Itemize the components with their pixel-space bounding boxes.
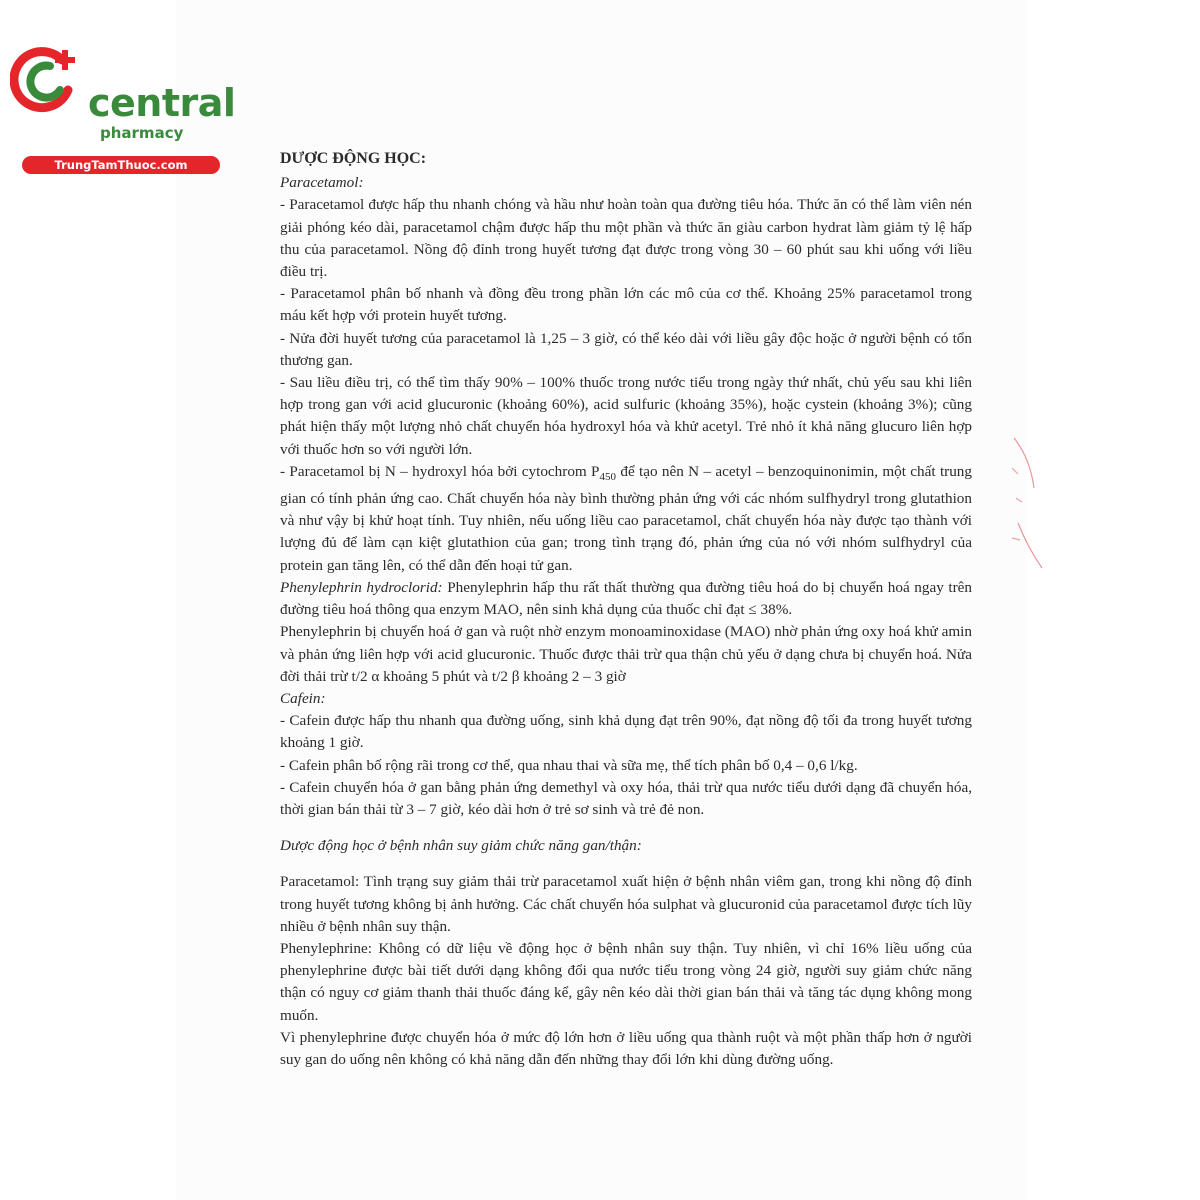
subheading-paracetamol: Paracetamol: [280, 174, 364, 192]
paragraph [280, 577, 972, 621]
paragraph [280, 461, 972, 577]
paragraph: - Paracetamol được hấp thu nhanh chóng và hầu như hoàn toàn qua đường tiêu hóa. Thức ăn có thể làm viên nén giải phóng kéo dài, paracetamol chậm được hấp thu một phần và thức ăn giàu carbon hydrat làm giảm tỷ lệ hấp thu của paracetamol. Nồng độ đỉnh trong huyết tương đạt được trong vòng 30 – 60 phút sau khi uống với liều điều trị. [280, 196, 972, 281]
subheading-impairment: Dược động học ở bệnh nhân suy giảm chức năng gan/thận: [280, 837, 642, 855]
paragraph: - Sau liều điều trị, có thể tìm thấy 90% – 100% thuốc trong nước tiểu trong ngày thứ nhất, chủ yếu sau khi liên hợp trong gan với acid glucuronic (khoảng 60%), acid sulfuric (khoảng 35%), hoặc cystein (khoảng 3%); cũng phát hiện thấy một lượng nhỏ chất chuyển hóa hydroxyl hóa và khử acetyl. Trẻ nhỏ ít khả năng glucuro liên hợp với thuốc hơn so với người lớn. [280, 374, 972, 458]
paragraph: Phenylephrine: Không có dữ liệu về động học ở bệnh nhân suy thận. Tuy nhiên, vì chỉ 16% liều uống của phenylephrine được bài tiết dưới dạng không đổi qua nước tiểu trong vòng 24 giờ, người suy giảm chức năng thận có nguy cơ giảm thanh thải thuốc đáng kể, gây nên kéo dài thời gian bán thải và tăng tác dụng không mong muốn. [280, 939, 972, 1024]
paragraph: - Paracetamol phân bố nhanh và đồng đều trong phần lớn các mô của cơ thể. Khoảng 25% paracetamol trong máu kết hợp với protein huyết tương. [280, 285, 972, 325]
subscript: 450 [599, 470, 617, 483]
text-run: Phenylephrin hấp thu rất thất thường qua đường tiêu hoá do bị chuyển hoá ngay trên đường tiêu hoá thông qua enzym MAO, nên sinh khả dụng của thuốc chỉ đạt ≤ 38%. [280, 578, 972, 619]
document-body [280, 148, 972, 1071]
phenylephrin-label: Phenylephrin hydroclorid: [280, 578, 443, 596]
paragraph: - Nửa đời huyết tương của paracetamol là 1,25 – 3 giờ, có thể kéo dài với liều gây độc hoặc ở người bệnh có tổn thương gan. [280, 329, 972, 369]
paragraph: - Cafein được hấp thu nhanh qua đường uống, sinh khả dụng đạt trên 90%, đạt nồng độ tối đa trong huyết tương khoảng 1 giờ. [280, 712, 972, 752]
logo-brand-sub: pharmacy [100, 124, 184, 142]
paragraph: Paracetamol: Tình trạng suy giảm thải trừ paracetamol xuất hiện ở bệnh nhân viêm gan, trong khi nồng độ đỉnh trong huyết tương không bị ảnh hưởng. Các chất chuyển hóa sulphat và glucuronid của paracetamol được tích lũy nhiều ở bệnh nhân suy thận. [280, 873, 972, 935]
pharmacy-cross-logo-icon [10, 38, 90, 118]
paragraph: Phenylephrin bị chuyển hoá ở gan và ruột nhờ enzym monoaminoxidase (MAO) nhờ phản ứng oxy hoá khử amin và phản ứng liên hợp với acid glucuronic. Thuốc được thải trừ qua thận chủ yếu ở dạng chưa bị chuyển hoá. Nửa đời thải trừ t/2 α khoảng 5 phút và t/2 β khoảng 2 – 3 giờ [280, 623, 972, 685]
text-run: - Paracetamol bị N – hydroxyl hóa bởi cytochrom P [280, 462, 600, 480]
text-run: để tạo nên N – acetyl – benzoquinonimin, một chất trung gian có tính phản ứng cao. Chất chuyển hóa này bình thường phản ứng với các nhóm sulfhydryl trong glutathion và như vậy bị khử hoạt tính. Tuy nhiên, nếu uống liều cao paracetamol, chất chuyển hóa này được tạo thành với lượng đủ để làm cạn kiệt glutathion của gan; trong tình trạng đó, phản ứng của nó với nhóm sulfhydryl của protein gan tăng lên, có thể dẫn đến hoại tử gan. [280, 462, 972, 574]
paragraph: Vì phenylephrine được chuyển hóa ở mức độ lớn hơn ở liều uống qua thành ruột và một phần thấp hơn ở người suy gan do uống nên không có khả năng dẫn đến những thay đổi lớn khi dùng đường uống. [280, 1028, 972, 1068]
section-heading: DƯỢC ĐỘNG HỌC: [280, 150, 427, 167]
logo-website: TrungTamThuoc.com [22, 156, 220, 174]
paragraph: - Cafein phân bố rộng rãi trong cơ thể, qua nhau thai và sữa mẹ, thể tích phân bố 0,4 – 0,6 l/kg. [280, 756, 858, 774]
subheading-cafein: Cafein: [280, 689, 326, 707]
paragraph: - Cafein chuyển hóa ở gan bằng phản ứng demethyl và oxy hóa, thải trừ qua nước tiểu dưới dạng đã chuyển hóa, thời gian bán thải từ 3 – 7 giờ, kéo dài hơn ở trẻ sơ sinh và trẻ đẻ non. [280, 778, 972, 818]
logo-brand-name: central [88, 81, 236, 125]
central-pharmacy-logo [10, 38, 236, 172]
red-stamp-mark-icon [1008, 428, 1048, 578]
